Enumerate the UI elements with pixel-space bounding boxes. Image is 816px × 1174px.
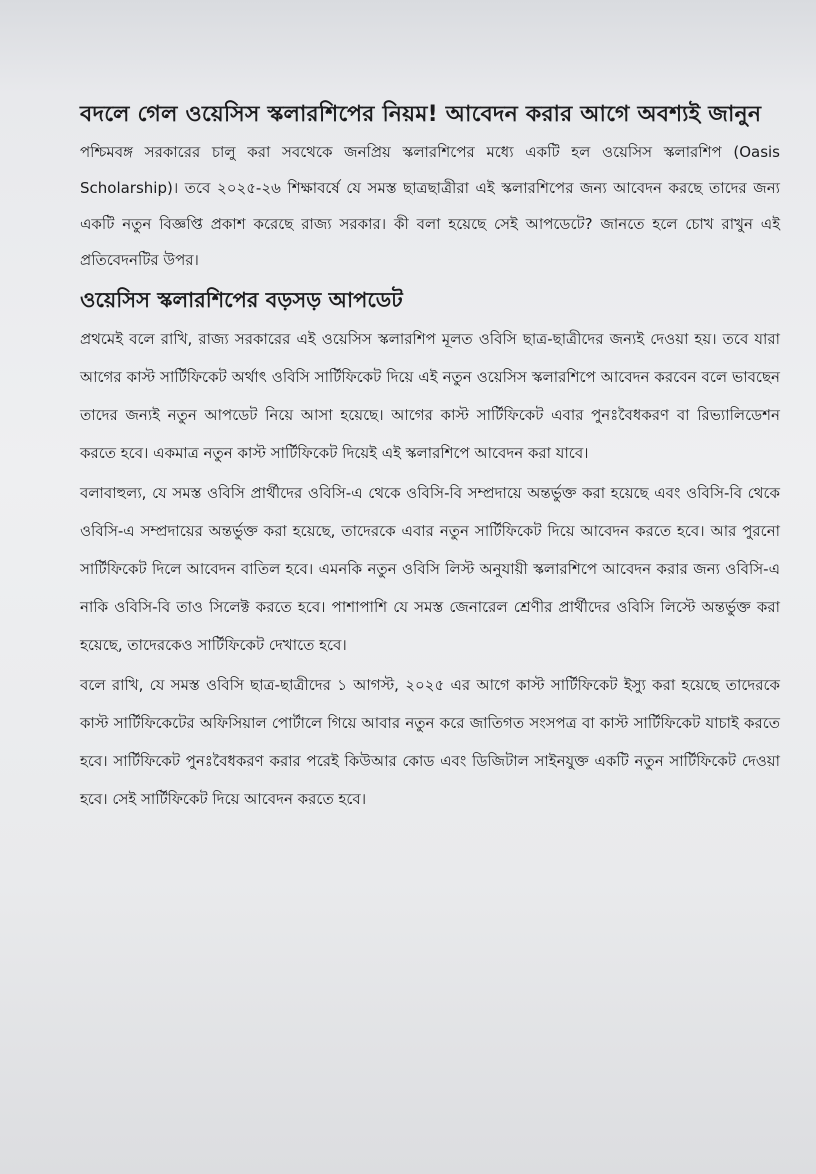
article-title: বদলে গেল ওয়েসিস স্কলারশিপের নিয়ম! আবেদন করার আগে অবশ্যই জানুন [80,102,762,127]
article [80,96,780,818]
paragraph-3: বলে রাখি, যে সমস্ত ওবিসি ছাত্র-ছাত্রীদের ১ আগস্ট, ২০২৫ এর আগে কাস্ট সার্টিফিকেট ইস্যু করা হয়েছে তাদেরকে কাস্ট সার্টিফিকেটের অফিসিয়াল পোর্টালে গিয়ে আবার নতুন করে জাতিগত সংসপত্র বা কাস্ট সার্টিফিকেট যাচাই করতে হবে। সার্টিফিকেট পুনঃবৈধকরণ করার পরেই কিউআর কোড এবং ডিজিটাল সাইনযুক্ত একটি নতুন সার্টিফিকেট দেওয়া হবে। সেই সার্টিফিকেট দিয়ে আবেদন করতে হবে। [80,676,780,808]
paragraph-2: বলাবাহুল্য, যে সমস্ত ওবিসি প্রার্থীদের ওবিসি-এ থেকে ওবিসি-বি সম্প্রদায়ে অন্তর্ভুক্ত করা হয়েছে এবং ওবিসি-বি থেকে ওবিসি-এ সম্প্রদায়ের অন্তর্ভুক্ত করা হয়েছে, তাদেরকে এবার নতুন সার্টিফিকেট দিয়ে আবেদন করতে হবে। আর পুরনো সার্টিফিকেট দিলে আবেদন বাতিল হবে। এমনকি নতুন ওবিসি লিস্ট অনুযায়ী স্কলারশিপে আবেদন করার জন্য ওবিসি-এ নাকি ওবিসি-বি তাও সিলেক্ট করতে হবে। পাশাপাশি যে সমস্ত জেনারেল শ্রেণীর প্রার্থীদের ওবিসি লিস্টে অন্তর্ভুক্ত করা হয়েছে, তাদেরকেও সার্টিফিকেট দেখাতে হবে। [80,484,780,654]
intro-paragraph: পশ্চিমবঙ্গ সরকারের চালু করা সবথেকে জনপ্রিয় স্কলারশিপের মধ্যে একটি হল ওয়েসিস স্কলারশিপ (Oasis Scholarship)। তবে ২০২৫-২৬ শিক্ষাবর্ষে যে সমস্ত ছাত্রছাত্রীরা এই স্কলারশিপের জন্য আবেদন করছে তাদের জন্য একটি নতুন বিজ্ঞপ্তি প্রকাশ করেছে রাজ্য সরকার। কী বলা হয়েছে সেই আপডেটে? জানতে হলে চোখ রাখুন এই প্রতিবেদনটির উপর। [80,143,780,269]
section-heading: ওয়েসিস স্কলারশিপের বড়সড় আপডেট [80,288,403,312]
paragraph-1: প্রথমেই বলে রাখি, রাজ্য সরকারের এই ওয়েসিস স্কলারশিপ মূলত ওবিসি ছাত্র-ছাত্রীদের জন্যই দেওয়া হয়। তবে যারা আগের কাস্ট সার্টিফিকেট অর্থাৎ ওবিসি সার্টিফিকেট দিয়ে এই নতুন ওয়েসিস স্কলারশিপে আবেদন করবেন বলে ভাবছেন তাদের জন্যই নতুন আপডেট নিয়ে আসা হয়েছে। আগের কাস্ট সার্টিফিকেট এবার পুনঃবৈধকরণ বা রিভ্যালিডেশন করতে হবে। একমাত্র নতুন কাস্ট সার্টিফিকেট দিয়েই এই স্কলারশিপে আবেদন করা যাবে। [80,330,780,462]
